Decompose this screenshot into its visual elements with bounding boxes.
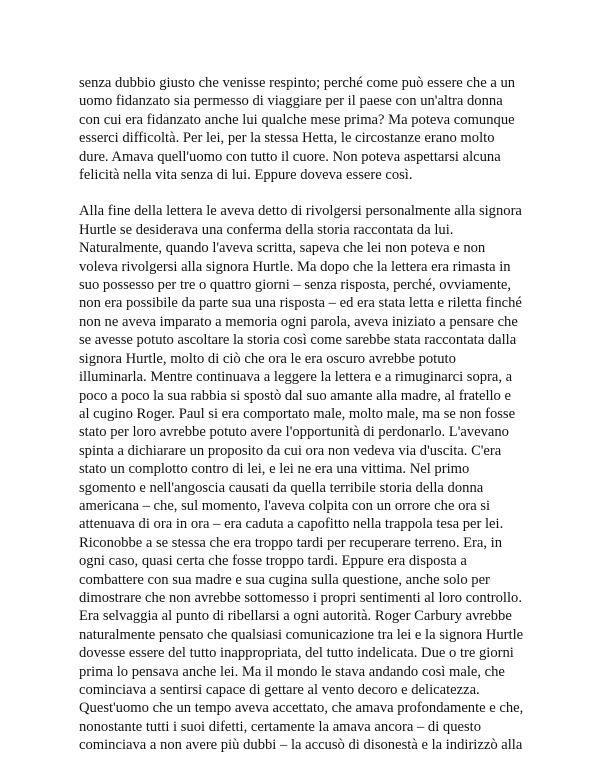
text-line: esserci difficoltà. Per lei, per la stessa Hetta, le circostanze erano molto xyxy=(79,130,495,147)
text-line: attenuava di ora in ora – era caduta a capofitto nella trappola tesa per lei. xyxy=(79,516,504,533)
text-line: Naturalmente, quando l'aveva scritta, sapeva che lei non poteva e non xyxy=(79,240,486,257)
text-line: dure. Amava quell'uomo con tutto il cuore. Non poteva aspettarsi alcuna xyxy=(79,148,501,165)
text-line: naturalmente pensato che qualsiasi comunicazione tra lei e la signora Hurtle xyxy=(79,626,524,643)
text-line: Era selvaggia al punto di ribellarsi a ogni autorità. Roger Carbury avrebbe xyxy=(79,608,512,625)
text-line: poco a poco la sua rabbia si spostò dal suo amante alla madre, al fratello e xyxy=(79,387,511,404)
text-line: stato un complotto contro di lei, e lei ne era una vittima. Nel primo xyxy=(79,461,470,478)
text-line: stato per loro avrebbe potuto avere l'opportunità di perdonarlo. L'avevano xyxy=(79,424,509,441)
text-line: al cugino Roger. Paul si era comportato male, molto male, ma se non fosse xyxy=(79,405,516,422)
text-line: spinta a dichiarare un proposito da cui ora non vedeva via d'uscita. C'era xyxy=(79,442,502,459)
text-line: voleva rivolgersi alla signora Hurtle. Ma dopo che la lettera era rimasta in xyxy=(79,258,511,275)
text-line: Riconobbe a se stessa che era troppo tardi per recuperare terreno. Era, in xyxy=(79,534,503,551)
text-line: felicità nella vita senza di lui. Eppure doveva essere così. xyxy=(79,167,413,184)
text-line: illuminarla. Mentre continuava a leggere la lettera e a rimuginarci sopra, a xyxy=(79,369,513,386)
text-line: suo possesso per tre o quattro giorni – senza risposta, perché, ovviamente, xyxy=(79,277,512,294)
text-line: signora Hurtle, molto di ciò che ora le era oscuro avrebbe potuto xyxy=(79,350,456,367)
text-line: ogni caso, quasi certa che fosse troppo tardi. Eppure era disposta a xyxy=(79,553,467,570)
text-line: non era possibile da parte sua una risposta – ed era stata letta e riletta finché xyxy=(79,295,522,312)
text-line: Alla fine della lettera le aveva detto di rivolgersi personalmente alla signora xyxy=(79,203,522,220)
paragraph xyxy=(79,202,531,754)
text-line: combattere con sua madre e sua cugina sulla questione, anche solo per xyxy=(79,571,490,588)
document-page xyxy=(79,74,531,755)
text-line: americana – che, sul momento, l'aveva colpita con un orrore che ora si xyxy=(79,497,491,514)
text-line: nonostante tutti i suoi difetti, certamente la amava ancora – di questo xyxy=(79,718,482,735)
text-line: prima lo pensava anche lei. Ma il mondo le stava andando così male, che xyxy=(79,663,505,680)
text-line: non ne aveva imparato a memoria ogni parola, aveva iniziato a pensare che xyxy=(79,313,518,330)
text-line: cominciava a non avere più dubbi – la accusò di disonestà e la indirizzò alla xyxy=(79,737,523,754)
text-line: sgomento e nell'angoscia causati da quella terribile storia della donna xyxy=(79,479,484,496)
paragraph xyxy=(79,74,531,184)
text-line: Hurtle se desiderava una conferma della storia raccontata da lui. xyxy=(79,221,454,238)
text-line: senza dubbio giusto che venisse respinto; perché come può essere che a un xyxy=(79,75,516,91)
text-line: Quest'uomo che un tempo aveva accettato, che amava profondamente e che, xyxy=(79,700,524,717)
text-line: dimostrare che non avrebbe sottomesso i propri sentimenti al loro controllo. xyxy=(79,589,522,606)
text-line: con cui era fidanzato anche lui qualche mese prima? Ma poteva comunque xyxy=(79,111,515,128)
text-line: cominciava a sentirsi capace di gettare al vento decoro e delicatezza. xyxy=(79,682,480,698)
text-line: dovesse essere del tutto inappropriata, del tutto indelicata. Due o tre giorni xyxy=(79,645,514,662)
text-line: se avesse potuto ascoltare la storia così come sarebbe stata raccontata dalla xyxy=(79,332,517,349)
text-line: uomo fidanzato sia permesso di viaggiare per il paese con un'altra donna xyxy=(79,93,503,110)
